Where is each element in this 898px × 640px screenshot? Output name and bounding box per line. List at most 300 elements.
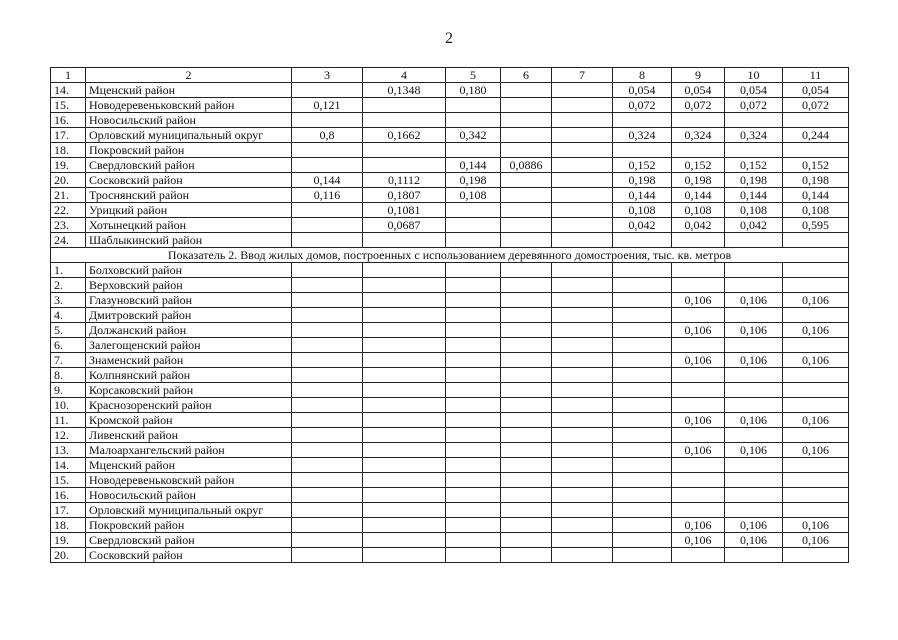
table-row	[51, 158, 849, 173]
value-cell	[292, 353, 363, 368]
value-cell: 0,8	[292, 128, 363, 143]
value-cell	[363, 113, 446, 128]
value-cell	[552, 218, 613, 233]
value-cell	[613, 473, 672, 488]
value-cell	[613, 458, 672, 473]
district-name-cell: Новосильский район	[86, 113, 292, 128]
value-cell: 0,106	[672, 443, 725, 458]
value-cell	[613, 503, 672, 518]
district-name-cell: Верховский район	[86, 278, 292, 293]
value-cell	[672, 488, 725, 503]
value-cell	[783, 233, 849, 248]
column-number-cell: 8	[613, 68, 672, 83]
value-cell: 0,054	[725, 83, 783, 98]
value-cell	[672, 233, 725, 248]
value-cell	[552, 548, 613, 563]
value-cell: 0,198	[613, 173, 672, 188]
district-name-cell: Сосковский район	[86, 173, 292, 188]
value-cell	[672, 113, 725, 128]
value-cell	[552, 413, 613, 428]
value-cell: 0,108	[783, 203, 849, 218]
value-cell	[552, 233, 613, 248]
value-cell: 0,072	[725, 98, 783, 113]
value-cell	[552, 173, 613, 188]
value-cell	[725, 458, 783, 473]
table-row	[51, 338, 849, 353]
value-cell: 0,0886	[501, 158, 552, 173]
value-cell	[613, 488, 672, 503]
value-cell	[363, 488, 446, 503]
table-row	[51, 488, 849, 503]
row-number-cell: 3.	[51, 293, 86, 308]
value-cell	[501, 173, 552, 188]
value-cell	[292, 443, 363, 458]
value-cell	[363, 308, 446, 323]
value-cell	[446, 218, 501, 233]
value-cell	[552, 143, 613, 158]
table-row	[51, 188, 849, 203]
value-cell	[292, 203, 363, 218]
value-cell	[292, 83, 363, 98]
value-cell: 0,1112	[363, 173, 446, 188]
district-name-cell: Мценский район	[86, 458, 292, 473]
value-cell	[672, 263, 725, 278]
table-row	[51, 383, 849, 398]
value-cell	[725, 278, 783, 293]
table-row	[51, 458, 849, 473]
value-cell	[613, 113, 672, 128]
value-cell	[292, 398, 363, 413]
value-cell: 0,106	[725, 518, 783, 533]
value-cell	[292, 518, 363, 533]
table-row	[51, 143, 849, 158]
value-cell	[501, 488, 552, 503]
table-row	[51, 203, 849, 218]
value-cell	[613, 338, 672, 353]
value-cell	[501, 353, 552, 368]
district-name-cell: Свердловский район	[86, 158, 292, 173]
value-cell	[292, 488, 363, 503]
district-name-cell: Новодеревеньковский район	[86, 98, 292, 113]
row-number-cell: 19.	[51, 533, 86, 548]
value-cell	[501, 338, 552, 353]
value-cell	[501, 263, 552, 278]
row-number-cell: 14.	[51, 83, 86, 98]
value-cell	[672, 503, 725, 518]
value-cell	[552, 398, 613, 413]
value-cell: 0,106	[725, 413, 783, 428]
district-name-cell: Дмитровский район	[86, 308, 292, 323]
value-cell	[552, 308, 613, 323]
value-cell: 0,106	[725, 353, 783, 368]
value-cell	[613, 353, 672, 368]
table-row	[51, 308, 849, 323]
value-cell: 0,106	[725, 293, 783, 308]
table-row	[51, 368, 849, 383]
value-cell: 0,106	[783, 413, 849, 428]
value-cell	[552, 458, 613, 473]
district-name-cell: Должанский район	[86, 323, 292, 338]
value-cell	[363, 143, 446, 158]
value-cell	[613, 398, 672, 413]
value-cell	[446, 233, 501, 248]
value-cell	[552, 533, 613, 548]
value-cell: 0,324	[613, 128, 672, 143]
row-number-cell: 21.	[51, 188, 86, 203]
value-cell	[446, 278, 501, 293]
value-cell: 0,1662	[363, 128, 446, 143]
value-cell	[292, 548, 363, 563]
column-number-cell: 1	[51, 68, 86, 83]
value-cell	[783, 263, 849, 278]
value-cell	[783, 383, 849, 398]
table-row	[51, 443, 849, 458]
table-body	[51, 68, 849, 563]
district-name-cell: Ливенский район	[86, 428, 292, 443]
value-cell	[501, 293, 552, 308]
value-cell	[501, 323, 552, 338]
value-cell	[363, 263, 446, 278]
value-cell: 0,198	[725, 173, 783, 188]
value-cell	[446, 323, 501, 338]
value-cell: 0,152	[783, 158, 849, 173]
value-cell	[725, 338, 783, 353]
value-cell: 0,106	[783, 443, 849, 458]
value-cell	[501, 98, 552, 113]
value-cell	[363, 533, 446, 548]
district-name-cell: Новодеревеньковский район	[86, 473, 292, 488]
value-cell	[552, 353, 613, 368]
district-name-cell: Хотынецкий район	[86, 218, 292, 233]
value-cell	[672, 458, 725, 473]
value-cell: 0,106	[783, 293, 849, 308]
value-cell: 0,0687	[363, 218, 446, 233]
value-cell: 0,054	[613, 83, 672, 98]
value-cell	[783, 398, 849, 413]
value-cell	[363, 548, 446, 563]
row-number-cell: 6.	[51, 338, 86, 353]
district-name-cell: Залегощенский район	[86, 338, 292, 353]
column-number-cell: 6	[501, 68, 552, 83]
value-cell	[725, 383, 783, 398]
value-cell	[446, 503, 501, 518]
value-cell	[613, 428, 672, 443]
value-cell	[501, 188, 552, 203]
value-cell	[672, 548, 725, 563]
value-cell	[292, 473, 363, 488]
value-cell	[292, 308, 363, 323]
value-cell	[292, 368, 363, 383]
row-number-cell: 16.	[51, 113, 86, 128]
value-cell	[672, 338, 725, 353]
value-cell	[783, 428, 849, 443]
value-cell	[783, 338, 849, 353]
district-name-cell: Покровский район	[86, 518, 292, 533]
row-number-cell: 19.	[51, 158, 86, 173]
value-cell	[672, 383, 725, 398]
value-cell	[672, 278, 725, 293]
value-cell	[783, 308, 849, 323]
table-row	[51, 428, 849, 443]
value-cell	[552, 83, 613, 98]
value-cell	[363, 353, 446, 368]
row-number-cell: 20.	[51, 173, 86, 188]
value-cell	[552, 443, 613, 458]
row-number-cell: 18.	[51, 143, 86, 158]
value-cell	[552, 158, 613, 173]
value-cell	[446, 428, 501, 443]
row-number-cell: 15.	[51, 473, 86, 488]
value-cell: 0,595	[783, 218, 849, 233]
district-name-cell: Сосковский район	[86, 548, 292, 563]
value-cell	[501, 308, 552, 323]
table-row	[51, 113, 849, 128]
district-name-cell: Мценский район	[86, 83, 292, 98]
column-number-cell: 9	[672, 68, 725, 83]
value-cell	[292, 158, 363, 173]
value-cell	[725, 113, 783, 128]
value-cell	[613, 533, 672, 548]
row-number-cell: 11.	[51, 413, 86, 428]
value-cell	[552, 203, 613, 218]
value-cell	[552, 518, 613, 533]
row-number-cell: 18.	[51, 518, 86, 533]
value-cell: 0,108	[672, 203, 725, 218]
row-number-cell: 20.	[51, 548, 86, 563]
table-row	[51, 278, 849, 293]
row-number-cell: 24.	[51, 233, 86, 248]
value-cell	[725, 143, 783, 158]
district-name-cell: Корсаковский район	[86, 383, 292, 398]
row-number-cell: 7.	[51, 353, 86, 368]
value-cell: 0,144	[292, 173, 363, 188]
value-cell	[613, 518, 672, 533]
value-cell	[446, 488, 501, 503]
value-cell	[501, 548, 552, 563]
value-cell: 0,1807	[363, 188, 446, 203]
value-cell	[501, 278, 552, 293]
row-number-cell: 23.	[51, 218, 86, 233]
column-number-cell: 10	[725, 68, 783, 83]
value-cell	[613, 143, 672, 158]
row-number-cell: 14.	[51, 458, 86, 473]
value-cell: 0,042	[725, 218, 783, 233]
section-title-cell: Показатель 2. Ввод жилых домов, построенных с использованием деревянного домостроения, тыс. кв. метров	[51, 248, 849, 263]
value-cell	[552, 128, 613, 143]
value-cell	[613, 413, 672, 428]
value-cell	[552, 383, 613, 398]
value-cell: 0,198	[672, 173, 725, 188]
value-cell	[613, 233, 672, 248]
value-cell	[672, 143, 725, 158]
value-cell	[552, 293, 613, 308]
value-cell	[446, 143, 501, 158]
value-cell	[552, 113, 613, 128]
value-cell	[446, 338, 501, 353]
value-cell	[501, 218, 552, 233]
value-cell	[552, 503, 613, 518]
value-cell	[501, 533, 552, 548]
value-cell	[501, 83, 552, 98]
value-cell: 0,042	[672, 218, 725, 233]
table-row	[51, 518, 849, 533]
value-cell	[446, 518, 501, 533]
value-cell	[363, 158, 446, 173]
value-cell	[501, 128, 552, 143]
value-cell: 0,072	[672, 98, 725, 113]
table-row	[51, 323, 849, 338]
value-cell	[725, 308, 783, 323]
value-cell	[725, 503, 783, 518]
value-cell	[501, 503, 552, 518]
table-row	[51, 233, 849, 248]
value-cell	[446, 398, 501, 413]
value-cell: 0,106	[725, 533, 783, 548]
row-number-cell: 10.	[51, 398, 86, 413]
column-number-cell: 7	[552, 68, 613, 83]
value-cell	[501, 143, 552, 158]
value-cell: 0,106	[672, 413, 725, 428]
value-cell	[613, 548, 672, 563]
value-cell	[363, 503, 446, 518]
value-cell	[446, 548, 501, 563]
value-cell	[446, 293, 501, 308]
value-cell	[783, 473, 849, 488]
value-cell	[363, 293, 446, 308]
value-cell	[363, 233, 446, 248]
value-cell: 0,116	[292, 188, 363, 203]
value-cell	[501, 368, 552, 383]
value-cell	[552, 368, 613, 383]
value-cell	[501, 413, 552, 428]
value-cell	[446, 458, 501, 473]
value-cell	[613, 368, 672, 383]
value-cell	[363, 398, 446, 413]
value-cell	[783, 458, 849, 473]
value-cell	[363, 338, 446, 353]
district-name-cell: Малоархангельский район	[86, 443, 292, 458]
value-cell: 0,198	[446, 173, 501, 188]
value-cell	[501, 428, 552, 443]
value-cell: 0,042	[613, 218, 672, 233]
value-cell	[501, 113, 552, 128]
value-cell	[501, 443, 552, 458]
column-number-cell: 3	[292, 68, 363, 83]
column-number-cell: 11	[783, 68, 849, 83]
row-number-cell: 1.	[51, 263, 86, 278]
table-row	[51, 218, 849, 233]
value-cell: 0,144	[446, 158, 501, 173]
table-row	[51, 293, 849, 308]
value-cell: 0,324	[672, 128, 725, 143]
value-cell	[446, 113, 501, 128]
value-cell	[292, 293, 363, 308]
value-cell	[446, 353, 501, 368]
value-cell	[783, 548, 849, 563]
value-cell	[552, 428, 613, 443]
value-cell: 0,106	[672, 518, 725, 533]
value-cell	[446, 263, 501, 278]
value-cell	[292, 428, 363, 443]
value-cell	[363, 278, 446, 293]
row-number-cell: 2.	[51, 278, 86, 293]
table-row	[51, 263, 849, 278]
value-cell: 0,198	[783, 173, 849, 188]
value-cell: 0,144	[783, 188, 849, 203]
row-number-cell: 17.	[51, 128, 86, 143]
district-name-cell: Краснозоренский район	[86, 398, 292, 413]
value-cell	[552, 188, 613, 203]
value-cell	[501, 233, 552, 248]
value-cell	[672, 368, 725, 383]
value-cell	[501, 383, 552, 398]
value-cell	[501, 458, 552, 473]
table-row	[51, 413, 849, 428]
table-row	[51, 398, 849, 413]
value-cell	[363, 98, 446, 113]
district-name-cell: Урицкий район	[86, 203, 292, 218]
value-cell	[783, 113, 849, 128]
value-cell	[363, 443, 446, 458]
value-cell	[292, 263, 363, 278]
value-cell: 0,054	[783, 83, 849, 98]
value-cell: 0,180	[446, 83, 501, 98]
value-cell	[552, 338, 613, 353]
value-cell	[725, 398, 783, 413]
value-cell: 0,1081	[363, 203, 446, 218]
row-number-cell: 17.	[51, 503, 86, 518]
value-cell: 0,072	[613, 98, 672, 113]
district-name-cell: Троснянский район	[86, 188, 292, 203]
value-cell: 0,342	[446, 128, 501, 143]
value-cell	[446, 308, 501, 323]
row-number-cell: 9.	[51, 383, 86, 398]
value-cell: 0,152	[672, 158, 725, 173]
value-cell	[292, 338, 363, 353]
column-number-cell: 5	[446, 68, 501, 83]
value-cell	[446, 473, 501, 488]
district-name-cell: Покровский район	[86, 143, 292, 158]
value-cell	[363, 368, 446, 383]
value-cell	[725, 473, 783, 488]
value-cell	[501, 203, 552, 218]
value-cell	[613, 323, 672, 338]
value-cell	[783, 503, 849, 518]
table-row	[51, 503, 849, 518]
value-cell	[672, 308, 725, 323]
table-row	[51, 548, 849, 563]
value-cell	[292, 233, 363, 248]
section-row	[51, 248, 849, 263]
value-cell: 0,106	[672, 293, 725, 308]
district-name-cell: Свердловский район	[86, 533, 292, 548]
value-cell	[501, 473, 552, 488]
row-number-cell: 13.	[51, 443, 86, 458]
value-cell: 0,106	[725, 323, 783, 338]
value-cell	[613, 293, 672, 308]
value-cell	[363, 383, 446, 398]
district-name-cell: Новосильский район	[86, 488, 292, 503]
value-cell	[363, 413, 446, 428]
value-cell	[552, 473, 613, 488]
row-number-cell: 12.	[51, 428, 86, 443]
value-cell	[725, 488, 783, 503]
value-cell: 0,072	[783, 98, 849, 113]
value-cell	[552, 263, 613, 278]
value-cell	[552, 98, 613, 113]
value-cell: 0,144	[672, 188, 725, 203]
value-cell	[613, 383, 672, 398]
